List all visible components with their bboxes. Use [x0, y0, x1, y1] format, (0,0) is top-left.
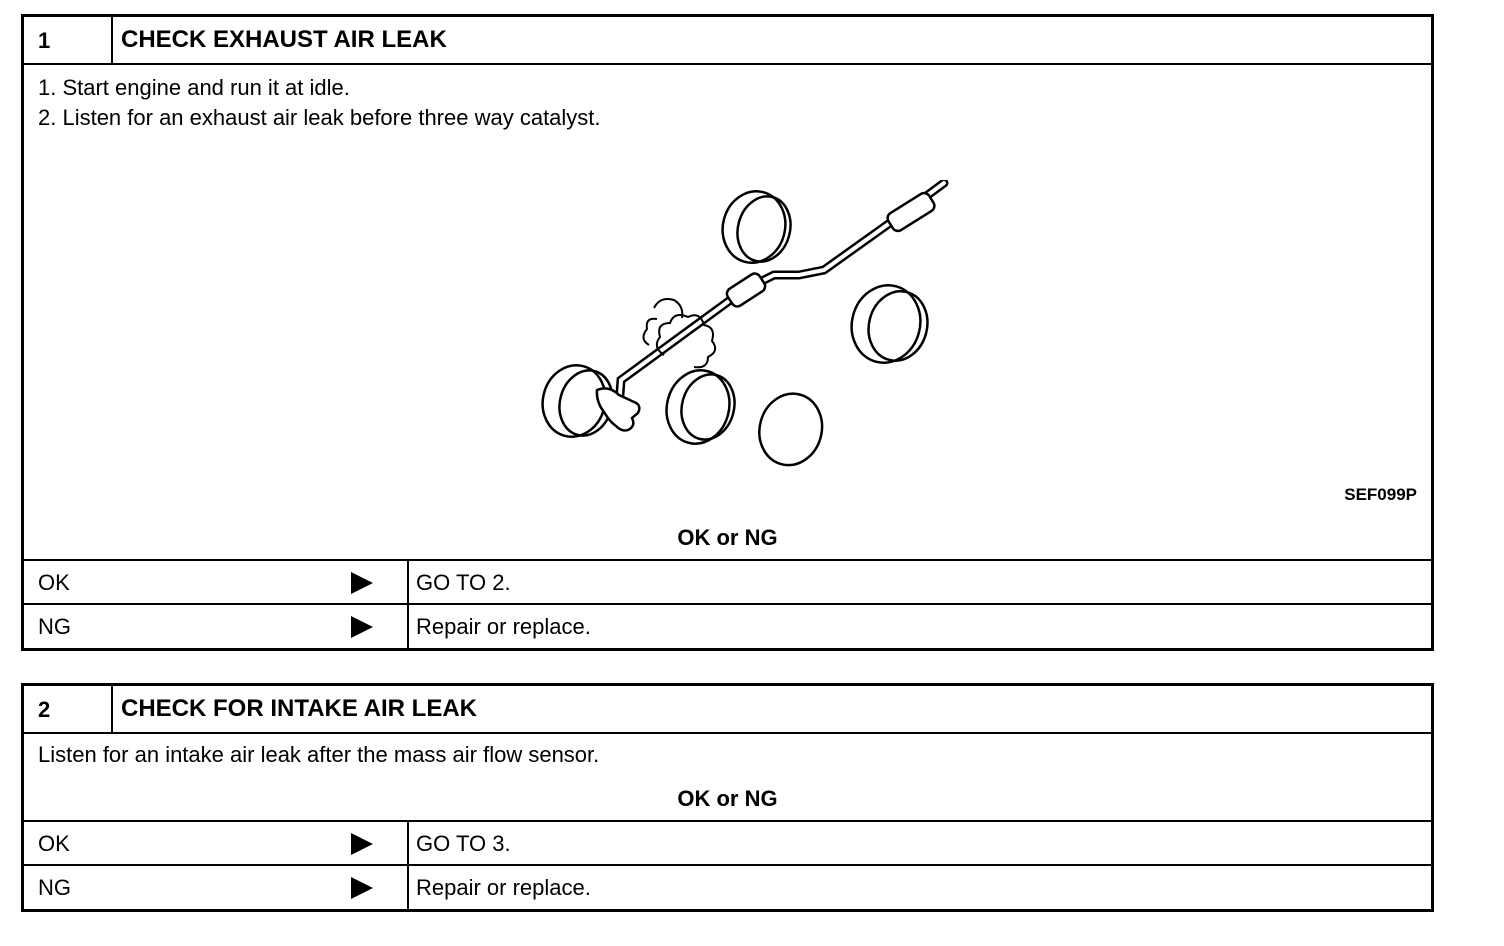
step-number: 1 [24, 17, 113, 63]
wheel-icon [664, 365, 740, 449]
instruction-line: Listen for an intake air leak after the mass air flow sensor. [38, 742, 600, 767]
wheel-icon [843, 278, 929, 371]
arrow-right-icon [351, 616, 373, 638]
instruction-line: 2. Listen for an exhaust air leak before three way catalyst. [38, 105, 601, 130]
action-text: Repair or replace. [416, 614, 591, 639]
muffler-icon [885, 191, 936, 233]
wheel-icon [715, 184, 794, 270]
wheel-icon [751, 387, 830, 470]
decision-label: OK or NG [677, 525, 778, 550]
step-2-body [24, 734, 1431, 822]
catalyst-icon [725, 271, 768, 308]
result-row-ok [24, 822, 1431, 866]
step-1-body [24, 65, 1431, 561]
action-text: GO TO 2. [416, 570, 511, 595]
result-row-ng [24, 605, 1431, 649]
instruction-line: 1. Start engine and run it at idle. [38, 75, 350, 100]
result-row-ng [24, 866, 1431, 910]
condition-label: OK [38, 831, 70, 856]
step-2-box [21, 683, 1434, 912]
condition-label: NG [38, 875, 71, 900]
figure-code: SEF099P [1344, 485, 1417, 504]
step-1-box [21, 14, 1434, 651]
condition-label: OK [38, 570, 70, 595]
action-text: GO TO 3. [416, 831, 511, 856]
step-title: CHECK FOR INTAKE AIR LEAK [121, 695, 477, 722]
action-text: Repair or replace. [416, 875, 591, 900]
arrow-right-icon [351, 572, 373, 594]
step-title: CHECK EXHAUST AIR LEAK [121, 26, 447, 53]
arrow-right-icon [351, 877, 373, 899]
step-number: 2 [24, 686, 113, 732]
arrow-right-icon [351, 833, 373, 855]
decision-label: OK or NG [677, 786, 778, 811]
step-1-header [24, 17, 1431, 65]
step-2-header [24, 686, 1431, 734]
result-row-ok [24, 561, 1431, 605]
condition-label: NG [38, 614, 71, 639]
